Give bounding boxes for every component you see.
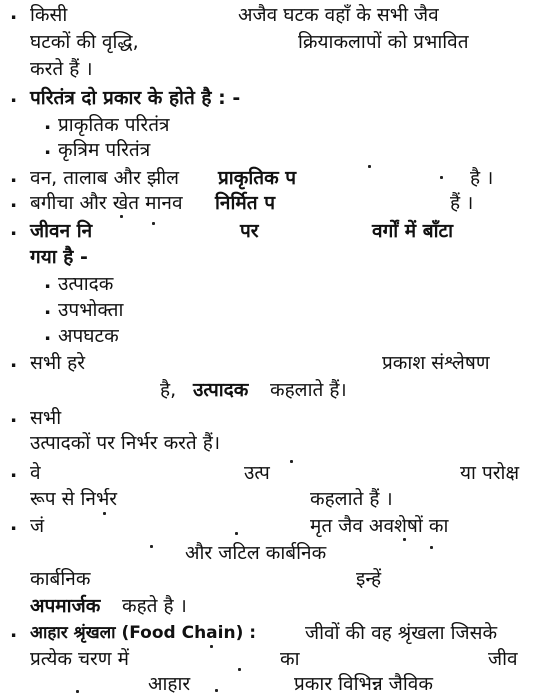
text-line: और जटिल कार्बनिक: [185, 542, 327, 564]
scan-speck: [403, 538, 406, 541]
text-line: जीव: [488, 648, 518, 670]
bold-text: गया है -: [30, 246, 88, 268]
text-line: कार्बनिक: [30, 568, 91, 590]
text-line: सभी: [30, 407, 62, 429]
text-line: जं: [30, 515, 45, 537]
bullet: .: [44, 271, 52, 293]
scan-speck: [152, 222, 155, 225]
bullet: .: [10, 350, 18, 372]
bold-term: आहार श्रृंखला (Food Chain) :: [30, 623, 257, 643]
text-line: है,: [160, 379, 177, 401]
scan-speck: [76, 690, 79, 693]
text-line: कहलाते हैं।: [270, 379, 347, 401]
text-line: सभी हरे: [30, 352, 86, 374]
list-item: अपघटक: [58, 325, 119, 347]
text-line: किसी: [30, 4, 68, 26]
bullet: .: [10, 218, 18, 240]
list-item: कृत्रिम परितंत्र: [58, 139, 151, 161]
text-line: उत्प: [244, 462, 270, 484]
scan-speck: [210, 645, 213, 648]
text-line: जीवों की वह श्रृंखला जिसके: [305, 622, 498, 644]
bold-term: प्राकृतिक प: [218, 167, 297, 189]
bullet: .: [10, 405, 18, 427]
bold-text: पर: [240, 220, 259, 242]
scan-speck: [235, 532, 238, 535]
text-line: प्रत्येक चरण में: [30, 648, 129, 670]
bullet: .: [44, 137, 52, 159]
bullet: .: [10, 165, 18, 187]
text-line: वन, तालाब और झील: [30, 167, 180, 189]
list-item: उपभोक्ता: [58, 299, 124, 321]
bullet: .: [44, 112, 52, 134]
text-line: क्रियाकलापों को प्रभावित: [298, 31, 469, 53]
text-line: घटकों की वृद्धि,: [30, 31, 139, 53]
text-line: प्रकार विभिन्न जैविक: [294, 673, 433, 695]
text-line: रूप से निर्भर: [30, 488, 118, 510]
scan-speck: [150, 545, 153, 548]
text-line: उत्पादकों पर निर्भर करते हैं।: [30, 432, 221, 454]
text-line: या परोक्ष: [460, 462, 520, 484]
bullet: .: [10, 513, 18, 535]
scan-speck: [368, 165, 371, 168]
scan-speck: [430, 546, 433, 549]
scan-speck: [238, 668, 241, 671]
scan-speck: [215, 689, 218, 692]
bullet: .: [10, 2, 18, 24]
text-line: का: [280, 648, 300, 670]
text-line: इन्हें: [356, 568, 382, 590]
bullet: .: [10, 460, 18, 482]
scan-speck: [440, 176, 443, 179]
bold-text: जीवन नि: [30, 220, 93, 242]
bullet: .: [10, 190, 18, 212]
text-line: प्रकाश संश्लेषण: [382, 352, 490, 374]
bullet: .: [44, 323, 52, 345]
bold-term: निर्मित प: [215, 192, 275, 214]
scan-speck: [103, 512, 106, 515]
bullet: .: [44, 297, 52, 319]
bold-term: उत्पादक: [193, 379, 249, 401]
scan-speck: [290, 460, 293, 463]
text-line: अजैव घटक वहाँ के सभी जैव: [238, 4, 439, 26]
text-line: कहते है ।: [122, 595, 187, 617]
section-heading: परितंत्र दो प्रकार के होते है : -: [30, 87, 241, 109]
bullet: .: [10, 85, 18, 107]
text-line: करते हैं ।: [30, 58, 93, 80]
text-line: आहार: [148, 673, 191, 695]
text-line: बगीचा और खेत मानव: [30, 192, 183, 214]
bold-text: वर्गों में बाँटा: [372, 220, 454, 242]
text-line: कहलाते हैं ।: [310, 488, 393, 510]
list-item: उत्पादक: [58, 273, 114, 295]
text-line: है ।: [470, 167, 494, 189]
text-line: हैं ।: [450, 192, 474, 214]
text-line: मृत जैव अवशेषों का: [310, 515, 449, 537]
bold-term: अपमार्जक: [30, 595, 101, 617]
text-line: वे: [30, 462, 41, 484]
scan-speck: [120, 215, 123, 218]
bullet: .: [10, 620, 18, 642]
list-item: प्राकृतिक परितंत्र: [58, 114, 170, 136]
